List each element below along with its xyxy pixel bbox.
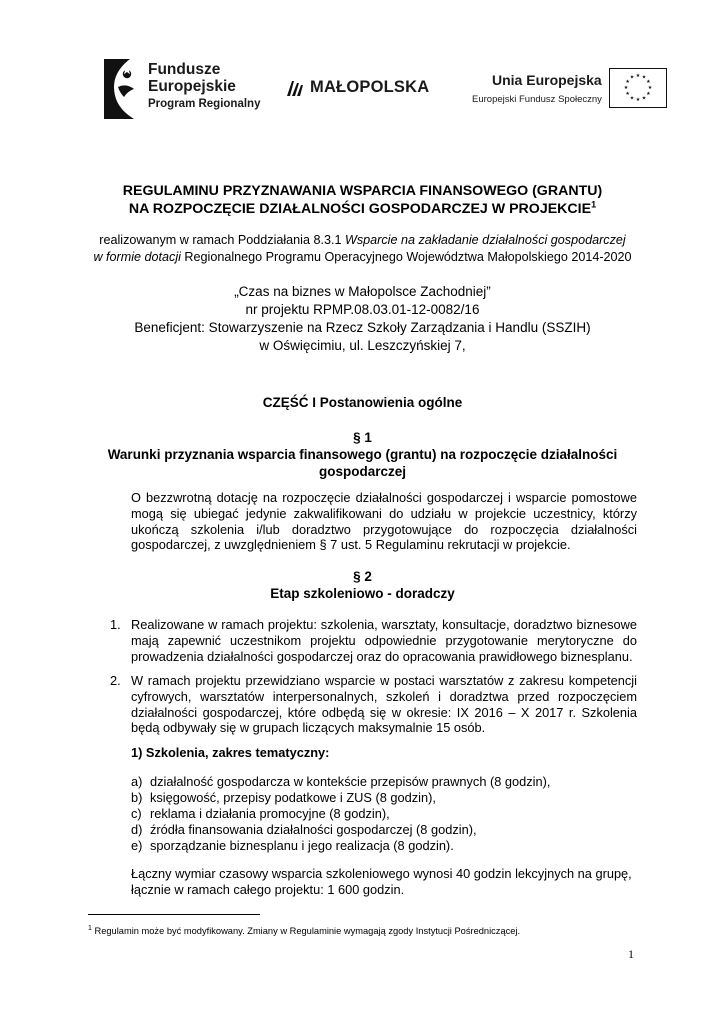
part-title: CZĘŚĆ I Postanowienia ogólne bbox=[262, 395, 463, 410]
topic-letter: b) bbox=[131, 790, 143, 805]
unia-europejska-logo bbox=[466, 66, 666, 112]
topic-letter: d) bbox=[131, 822, 143, 837]
footnote-text: Regulamin może być modyfikowany. Zmiany w Regulaminie wymagają zgody Instytucji Pośredniczącej. bbox=[91, 926, 521, 936]
eu-flag-icon bbox=[609, 68, 667, 108]
training-summary-line1: Łączny wymiar czasowy wsparcia szkoleniowego wynosi 40 godzin lekcyjnych na grupę, bbox=[131, 866, 632, 881]
topic-text: księgowość, przepisy podatkowe i ZUS (8 godzin), bbox=[150, 790, 436, 805]
svg-text:★: ★ bbox=[629, 95, 635, 102]
page-number: 1 bbox=[628, 947, 634, 961]
section2-item2-text: W ramach projektu przewidziano wsparcie w postaci warsztatów z zakresu kompetencji cyfrowych, warsztatów interpersonalnych, szkoleń i doradztwa przed rozpoczęciem działalności gospodarczej, które odbędą się w okresie: IX 2016 – X 2017 r. Szkolenia będą odbywały się w grupach liczących maksymalnie 15 osób. bbox=[131, 673, 637, 736]
svg-text:★: ★ bbox=[629, 74, 635, 81]
section2-item2-number: 2. bbox=[110, 673, 121, 688]
section2-number: § 2 bbox=[353, 569, 372, 584]
subtitle-line2-italic: w formie dotacji bbox=[93, 250, 181, 264]
subtitle-line2 bbox=[60, 250, 665, 264]
section2-item1-number: 1. bbox=[110, 617, 121, 632]
malopolska-mountain-icon bbox=[287, 79, 307, 96]
malopolska-logo bbox=[287, 76, 437, 100]
svg-text:★: ★ bbox=[635, 97, 641, 103]
unia-europejska-title: Unia Europejska bbox=[492, 72, 602, 88]
section2-item1-text: Realizowane w ramach projektu: szkolenia, warsztaty, konsultacje, doradztwo biznesowe mają zapewnić uczestnikom projektu odpowiednie przygotowanie merytoryczne do prowadzenia działalności gospodarczej oraz do opracowania prawidłowego biznesplanu. bbox=[131, 617, 637, 664]
section1-title-line2: gospodarczej bbox=[318, 464, 407, 479]
fundusze-europejskie-logo bbox=[100, 55, 260, 125]
section1-body: O bezzwrotną dotację na rozpoczęcie działalności gospodarczej i wsparcie pomostowe mogą się ubiegać jedynie zakwalifikowani do udziału w projekcie uczestnicy, którzy ukończą szkolenia i/lub doradztwo przygotowujące do rozpoczęcia działalności gospodarczej, z uwzględnieniem § 7 ust. 5 Regulaminu rekrutacji w projekcie. bbox=[131, 490, 637, 553]
footnote-mark: 1 bbox=[88, 924, 92, 932]
fundusze-line2: Europejskie bbox=[148, 78, 236, 95]
subtitle-line1-italic: Wsparcie na zakładanie działalności gospodarczej bbox=[344, 233, 626, 247]
section1-number: § 1 bbox=[353, 430, 372, 445]
subtitle-line1-normal: realizowanym w ramach Poddziałania 8.3.1 bbox=[99, 233, 345, 247]
malopolska-text: MAŁOPOLSKA bbox=[310, 78, 430, 96]
svg-text:★: ★ bbox=[646, 91, 651, 97]
project-name: „Czas na biznes w Małopolsce Zachodniej” bbox=[234, 284, 491, 299]
footnote bbox=[88, 926, 520, 936]
topic-letter: c) bbox=[131, 806, 142, 821]
program-regionalny-text: Program Regionalny bbox=[148, 98, 261, 110]
fundusze-line1: Fundusze bbox=[148, 61, 221, 78]
efs-subtitle: Europejski Fundusz Społeczny bbox=[472, 94, 602, 105]
project-number: nr projektu RPMP.08.03.01-12-0082/16 bbox=[245, 302, 480, 317]
section2-title: Etap szkoleniowo - doradczy bbox=[270, 586, 455, 601]
section1-title-line1: Warunki przyznania wsparcia finansowego (grantu) na rozpoczęcie działalności bbox=[107, 447, 618, 462]
svg-text:★: ★ bbox=[646, 79, 651, 85]
topic-letter: a) bbox=[131, 774, 143, 789]
document-title-line2 bbox=[60, 201, 665, 217]
svg-text:★: ★ bbox=[623, 85, 629, 91]
svg-text:★: ★ bbox=[641, 74, 647, 81]
title-footnote-mark: 1 bbox=[591, 199, 597, 210]
training-heading: 1) Szkolenia, zakres tematyczny: bbox=[131, 745, 330, 760]
subtitle-line2-normal: Regionalnego Programu Operacyjnego Województwa Małopolskiego 2014-2020 bbox=[180, 250, 632, 264]
topic-text: reklama i działania promocyjne (8 godzin), bbox=[150, 806, 390, 821]
project-address: w Oświęcimiu, ul. Leszczyńskiej 7, bbox=[259, 338, 466, 353]
topic-text: sporządzanie biznesplanu i jego realizacja (8 godzin). bbox=[150, 838, 454, 853]
svg-text:★: ★ bbox=[625, 79, 630, 85]
svg-text:★: ★ bbox=[625, 91, 630, 97]
fundusze-logo-text bbox=[148, 61, 236, 95]
subtitle-line1 bbox=[60, 233, 665, 247]
topic-text: działalność gospodarcza w kontekście przepisów prawnych (8 godzin), bbox=[150, 774, 551, 789]
svg-text:★: ★ bbox=[647, 85, 653, 91]
svg-text:★: ★ bbox=[635, 73, 641, 79]
topic-letter: e) bbox=[131, 838, 143, 853]
document-title-line1: REGULAMINU PRZYZNAWANIA WSPARCIA FINANSOWEGO (GRANTU) bbox=[122, 183, 603, 199]
svg-text:★: ★ bbox=[641, 95, 647, 102]
topic-text: źródła finansowania działalności gospodarczej (8 godzin), bbox=[150, 822, 477, 837]
fundusze-europejskie-emblem-icon bbox=[100, 57, 138, 121]
footnote-divider bbox=[88, 914, 260, 915]
document-title-line2-text: NA ROZPOCZĘCIE DZIAŁALNOŚCI GOSPODARCZEJ W PROJEKCIE bbox=[128, 201, 592, 217]
training-summary-line2: łącznie w ramach całego projektu: 1 600 godzin. bbox=[131, 882, 405, 897]
project-beneficiary: Beneficjent: Stowarzyszenie na Rzecz Szkoły Zarządzania i Handlu (SSZIH) bbox=[134, 320, 591, 335]
